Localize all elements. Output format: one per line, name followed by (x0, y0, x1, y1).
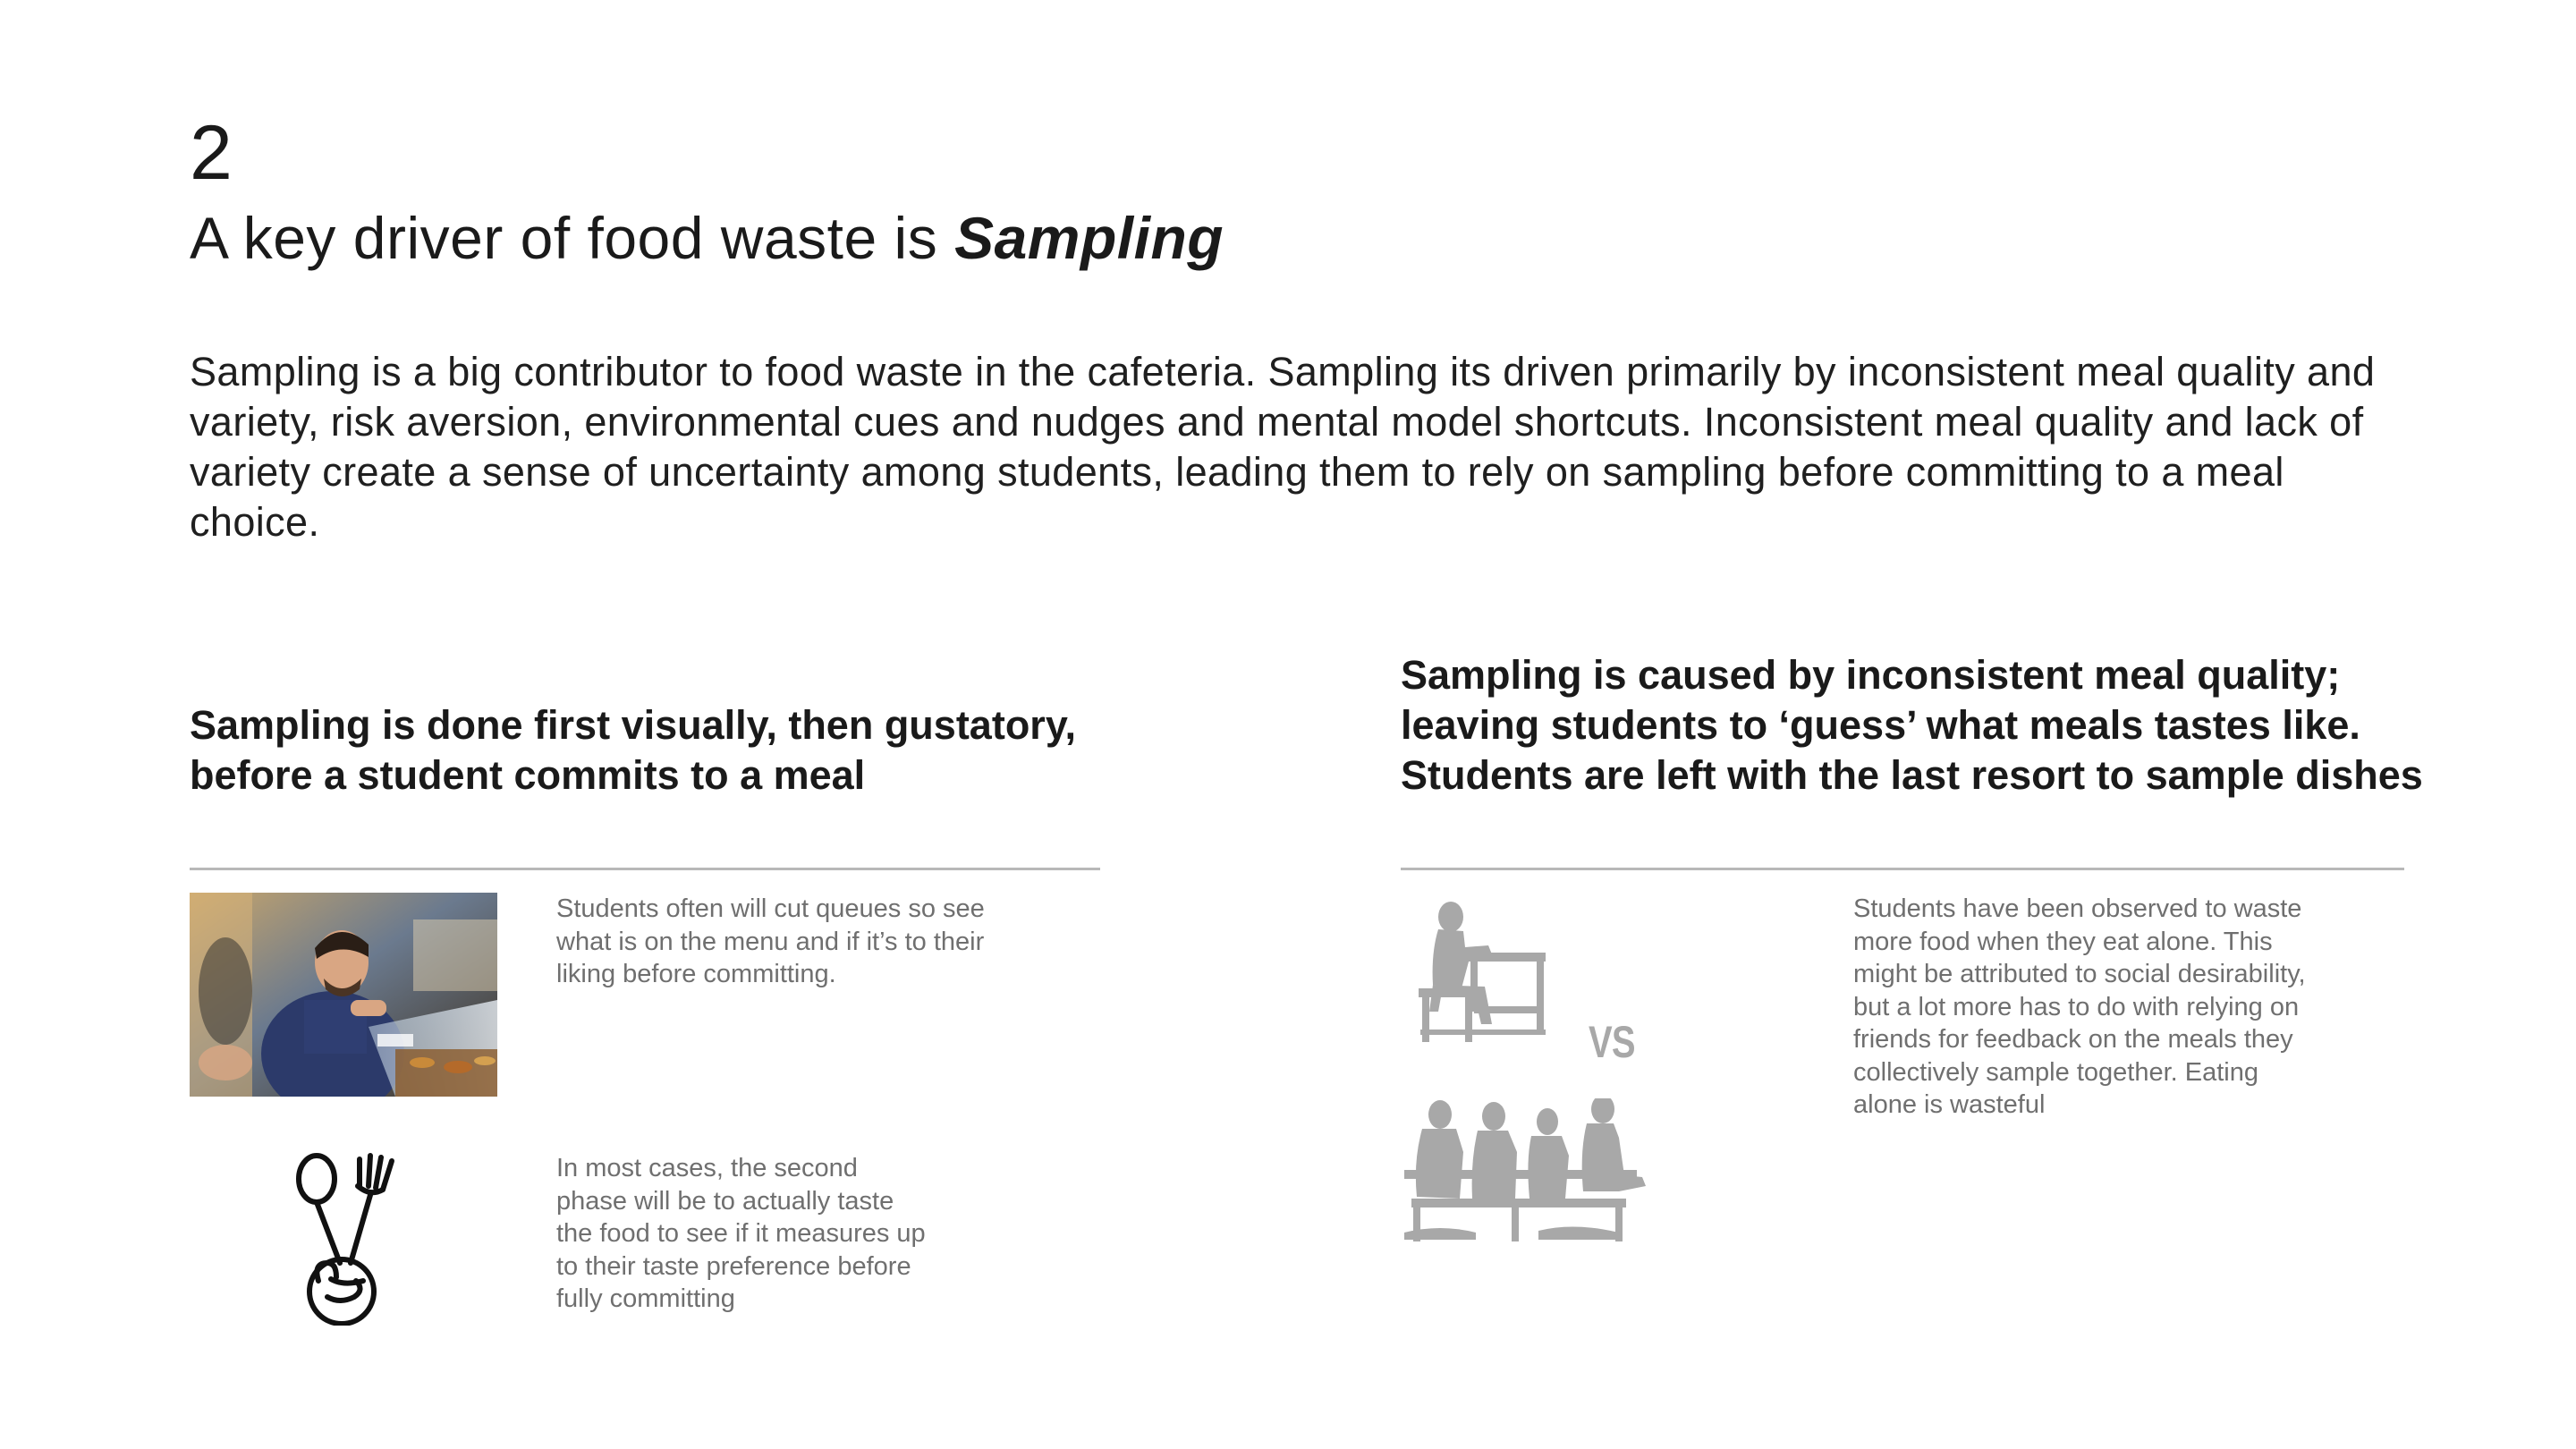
group-eating-icon (1404, 1098, 1655, 1241)
eating-alone-caption: Students have been observed to waste more food when they eat alone. This might be attributed to social desirability, but a lot more has to do with relying on friends for feedback on the meals they collectively sample together. Eating alone is wasteful (1853, 894, 2306, 1119)
slide-number: 2 (190, 110, 233, 196)
left-section-divider (190, 868, 1100, 870)
person-alone-icon (1411, 899, 1563, 1042)
slide-title-emphasis: Sampling (954, 205, 1224, 271)
vs-label: VS (1589, 1017, 1635, 1067)
slide-title (190, 206, 1224, 271)
spoon-fork-hand-icon (286, 1147, 402, 1326)
right-section-divider (1401, 868, 2404, 870)
intro-paragraph: Sampling is a big contributor to food waste in the cafeteria. Sampling its driven primarily by inconsistent meal quality and variety, risk aversion, environmental cues and nudges and mental model shortcuts. Inconsistent meal quality and lack of variety create a sense of uncertainty among students, leading them to rely on sampling before committing to a meal choice. (190, 349, 2376, 545)
sampling-visual-caption: Students often will cut queues so see what is on the menu and if it’s to their liking before committing. (556, 894, 985, 988)
right-section-heading: Sampling is caused by inconsistent meal quality; leaving students to ‘guess’ what meals tastes like. Students are left with the last resort to sample dishes (1401, 652, 2423, 798)
sampling-taste-caption: In most cases, the second phase will be to actually taste the food to see if it measures up to their taste preference before fully committing (556, 1154, 926, 1313)
slide-title-prefix: A key driver of food waste is (190, 205, 955, 271)
left-section-heading: Sampling is done first visually, then gustatory, before a student commits to a meal (190, 702, 1077, 798)
student-at-food-counter-photo (190, 893, 497, 1097)
